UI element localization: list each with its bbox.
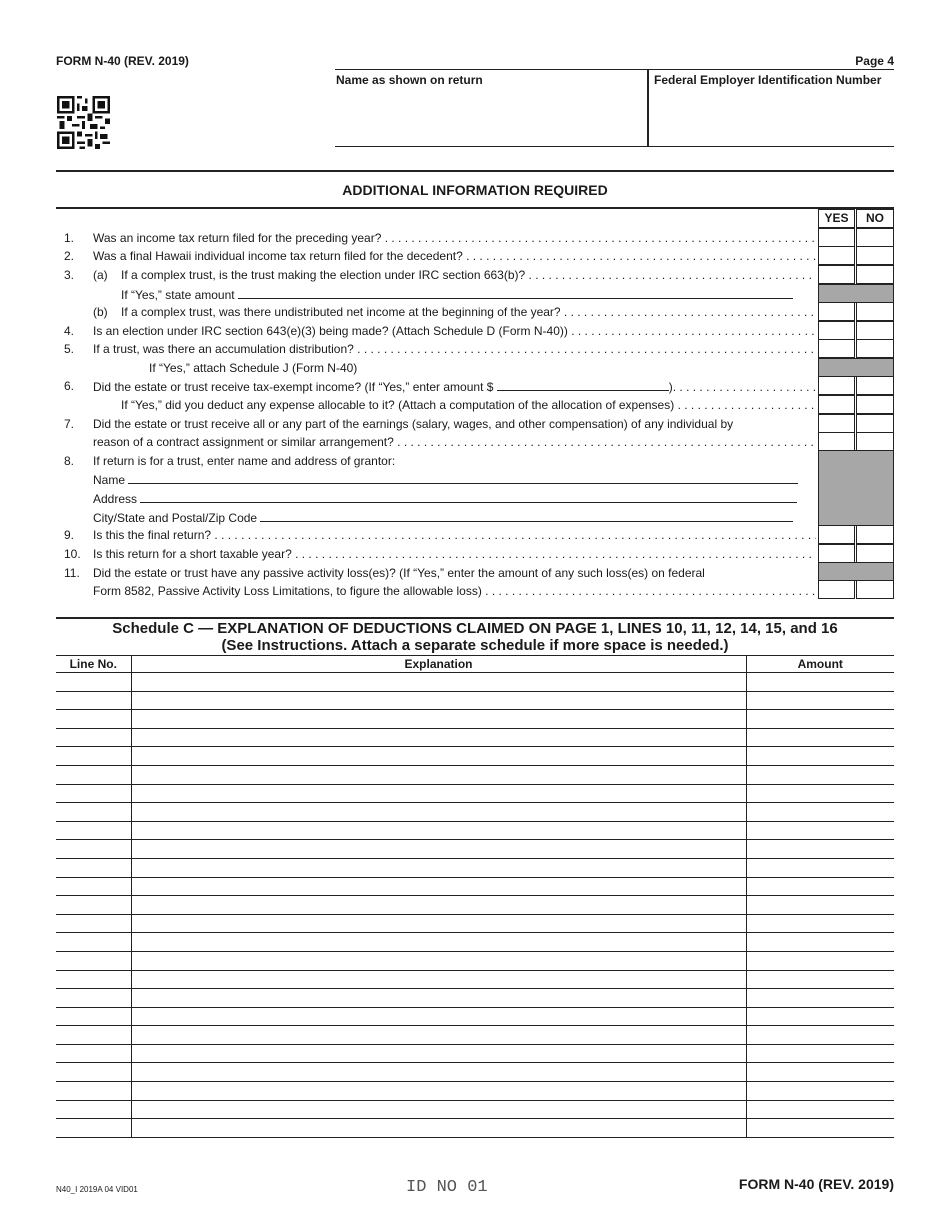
question-row <box>56 545 816 564</box>
yes-checkbox[interactable] <box>818 339 855 358</box>
yes-checkbox[interactable] <box>818 580 855 599</box>
question-text: (b) If a complex trust, was there undistributed net income at the beginning of the year? . . . <box>93 303 816 322</box>
form-id-header: FORM N-40 (REV. 2019) <box>56 54 189 68</box>
no-checkbox[interactable] <box>856 525 894 544</box>
question-text: If “Yes,” state amount <box>121 285 816 304</box>
grantor-city-field[interactable] <box>260 508 793 522</box>
amount-cell[interactable] <box>746 933 894 952</box>
amount-cell[interactable] <box>746 951 894 970</box>
yes-header: YES <box>818 209 855 228</box>
table-row <box>56 728 894 747</box>
footer-code: N40_I 2019A 04 VID01 <box>56 1185 138 1194</box>
explanation-cell[interactable] <box>131 691 746 710</box>
amount-cell[interactable] <box>746 1007 894 1026</box>
yes-checkbox[interactable] <box>818 246 855 265</box>
no-checkbox[interactable] <box>856 228 894 247</box>
question-row <box>56 508 816 527</box>
yes-checkbox[interactable] <box>818 525 855 544</box>
amount-cell[interactable] <box>746 784 894 803</box>
explanation-cell[interactable] <box>131 710 746 729</box>
shaded-cell <box>818 284 894 303</box>
question-number: 6. <box>64 379 75 393</box>
table-row <box>56 691 894 710</box>
amount-cell[interactable] <box>746 673 894 692</box>
question-number: 3. <box>64 268 75 282</box>
shaded-cell <box>818 450 894 526</box>
line-no-cell[interactable] <box>56 914 131 933</box>
question-row <box>56 285 816 304</box>
amount-cell[interactable] <box>746 989 894 1008</box>
question-text: Is this the final return? . . . <box>93 526 816 545</box>
explanation-cell[interactable] <box>131 747 746 766</box>
explanation-cell[interactable] <box>131 673 746 692</box>
line-no-cell[interactable] <box>56 784 131 803</box>
table-row <box>56 914 894 933</box>
name-fein-box <box>335 69 894 147</box>
amount-cell[interactable] <box>746 821 894 840</box>
table-row <box>56 673 894 692</box>
amount-cell[interactable] <box>746 840 894 859</box>
line-no-cell[interactable] <box>56 1100 131 1119</box>
col-amount: Amount <box>746 656 894 673</box>
table-row <box>56 821 894 840</box>
footer-form-id: FORM N-40 (REV. 2019) <box>738 1176 894 1192</box>
explanation-cell[interactable] <box>131 858 746 877</box>
no-checkbox[interactable] <box>856 265 894 284</box>
question-text: If return is for a trust, enter name and address of grantor: <box>93 454 396 468</box>
yes-checkbox[interactable] <box>818 395 855 414</box>
amount-cell[interactable] <box>746 1082 894 1101</box>
shaded-cell <box>818 562 894 581</box>
amount-cell[interactable] <box>746 728 894 747</box>
explanation-cell[interactable] <box>131 803 746 822</box>
table-row <box>56 951 894 970</box>
line-no-cell[interactable] <box>56 728 131 747</box>
table-row <box>56 1063 894 1082</box>
explanation-cell[interactable] <box>131 728 746 747</box>
explanation-cell[interactable] <box>131 914 746 933</box>
question-number: 1. <box>64 231 75 245</box>
line-no-cell[interactable] <box>56 858 131 877</box>
section-top-rule <box>56 170 894 172</box>
line-no-cell[interactable] <box>56 803 131 822</box>
question-row <box>56 582 816 601</box>
question-text: Was a final Hawaii individual income tax return filed for the decedent? . . . <box>93 247 816 266</box>
question-row <box>56 266 816 285</box>
explanation-cell[interactable] <box>131 840 746 859</box>
question-text: Is this return for a short taxable year? . . . <box>93 545 816 564</box>
line-no-cell[interactable] <box>56 877 131 896</box>
explanation-cell[interactable] <box>131 821 746 840</box>
table-row <box>56 858 894 877</box>
question-row <box>56 229 816 248</box>
line-no-cell[interactable] <box>56 1082 131 1101</box>
question-number: 9. <box>64 528 75 542</box>
explanation-cell[interactable] <box>131 877 746 896</box>
question-row <box>56 489 816 508</box>
yes-checkbox[interactable] <box>818 544 855 563</box>
question-text: If “Yes,” did you deduct any expense allocable to it? (Attach a computation of the allocation of expenses) . . . <box>121 396 816 415</box>
question-text: Address <box>93 489 816 508</box>
amount-cell[interactable] <box>746 765 894 784</box>
amount-cell[interactable] <box>746 710 894 729</box>
name-label: Name as shown on return <box>336 73 483 87</box>
no-checkbox[interactable] <box>856 321 894 340</box>
question-row <box>56 452 816 471</box>
question-text: Did the estate or trust receive tax-exempt income? (If “Yes,” enter amount $ ). . . . <box>93 377 816 396</box>
footer-id: ID NO 01 <box>406 1178 488 1197</box>
no-checkbox[interactable] <box>856 580 894 599</box>
line-no-cell[interactable] <box>56 970 131 989</box>
grantor-name-field[interactable] <box>128 470 798 484</box>
line-no-cell[interactable] <box>56 765 131 784</box>
line-no-cell[interactable] <box>56 1007 131 1026</box>
question-row <box>56 526 816 545</box>
no-checkbox[interactable] <box>856 395 894 414</box>
question-row <box>56 340 816 359</box>
table-row <box>56 710 894 729</box>
question-row <box>56 377 816 396</box>
explanation-cell[interactable] <box>131 1044 746 1063</box>
tax-exempt-amount-field[interactable] <box>497 377 669 391</box>
table-row <box>56 747 894 766</box>
amount-cell[interactable] <box>746 970 894 989</box>
table-row <box>56 970 894 989</box>
explanation-cell[interactable] <box>131 1026 746 1045</box>
amount-cell[interactable] <box>746 914 894 933</box>
explanation-cell[interactable] <box>131 765 746 784</box>
line-no-cell[interactable] <box>56 1119 131 1138</box>
amount-cell[interactable] <box>746 803 894 822</box>
amount-cell[interactable] <box>746 1026 894 1045</box>
state-amount-field[interactable] <box>238 285 793 299</box>
question-text: City/State and Postal/Zip Code <box>93 508 816 527</box>
table-row <box>56 1026 894 1045</box>
explanation-cell[interactable] <box>131 1063 746 1082</box>
question-text: Form 8582, Passive Activity Loss Limitations, to figure the allowable loss) . . . <box>93 582 816 601</box>
question-row <box>56 470 816 489</box>
no-checkbox[interactable] <box>856 339 894 358</box>
line-no-cell[interactable] <box>56 1063 131 1082</box>
question-number: 8. <box>64 454 75 468</box>
schedule-top-rule <box>56 617 894 619</box>
question-number: 5. <box>64 342 75 356</box>
question-row <box>56 303 816 322</box>
amount-cell[interactable] <box>746 877 894 896</box>
schedule-c-title-line2: (See Instructions. Attach a separate schedule if more space is needed.) <box>221 637 729 654</box>
col-line-no: Line No. <box>56 656 131 673</box>
table-row <box>56 840 894 859</box>
amount-cell[interactable] <box>746 1044 894 1063</box>
table-row <box>56 765 894 784</box>
line-no-cell[interactable] <box>56 1044 131 1063</box>
explanation-cell[interactable] <box>131 970 746 989</box>
question-text: (a) If a complex trust, is the trust making the election under IRC section 663(b)? . . . <box>93 266 816 285</box>
line-no-cell[interactable] <box>56 691 131 710</box>
line-no-cell[interactable] <box>56 840 131 859</box>
line-no-cell[interactable] <box>56 896 131 915</box>
question-text: Is an election under IRC section 643(e)(3) being made? (Attach Schedule D (Form N-40)) . . . <box>93 322 816 341</box>
no-checkbox[interactable] <box>856 376 894 395</box>
table-row <box>56 877 894 896</box>
question-text: Was an income tax return filed for the preceding year? . . . <box>93 229 816 248</box>
line-no-cell[interactable] <box>56 747 131 766</box>
question-row <box>56 564 816 583</box>
explanation-cell[interactable] <box>131 784 746 803</box>
question-row <box>56 415 816 434</box>
no-checkbox[interactable] <box>856 544 894 563</box>
explanation-cell[interactable] <box>131 896 746 915</box>
explanation-cell[interactable] <box>131 1119 746 1138</box>
table-row <box>56 933 894 952</box>
question-text: Name <box>93 470 816 489</box>
question-number: 11. <box>64 566 80 580</box>
line-no-cell[interactable] <box>56 951 131 970</box>
explanation-cell[interactable] <box>131 951 746 970</box>
amount-cell[interactable] <box>746 1063 894 1082</box>
section-bottom-rule <box>56 207 894 209</box>
question-text: Did the estate or trust have any passive activity loss(es)? (If “Yes,” enter the amount of any such loss(es) on federal <box>93 566 705 580</box>
question-row <box>56 322 816 341</box>
yes-checkbox[interactable] <box>818 321 855 340</box>
fein-label: Federal Employer Identification Number <box>654 73 882 87</box>
no-checkbox[interactable] <box>856 302 894 321</box>
table-row <box>56 784 894 803</box>
amount-cell[interactable] <box>746 747 894 766</box>
amount-cell[interactable] <box>746 1100 894 1119</box>
table-row <box>56 1119 894 1138</box>
question-row <box>56 359 816 378</box>
col-explanation: Explanation <box>131 656 746 673</box>
question-number: 7. <box>64 417 75 431</box>
no-checkbox[interactable] <box>856 246 894 265</box>
schedule-c-table <box>56 655 894 1138</box>
table-row <box>56 1007 894 1026</box>
question-text: reason of a contract assignment or similar arrangement? . . . <box>93 433 816 452</box>
yes-checkbox[interactable] <box>818 228 855 247</box>
table-row <box>56 1044 894 1063</box>
line-no-cell[interactable] <box>56 710 131 729</box>
question-row <box>56 396 816 415</box>
yes-checkbox[interactable] <box>818 376 855 395</box>
question-number: 4. <box>64 324 75 338</box>
table-row <box>56 1082 894 1101</box>
no-checkbox[interactable] <box>856 432 894 451</box>
question-number: 2. <box>64 249 75 263</box>
grantor-address-field[interactable] <box>140 489 797 503</box>
explanation-cell[interactable] <box>131 989 746 1008</box>
box-divider <box>647 70 649 146</box>
line-no-cell[interactable] <box>56 989 131 1008</box>
explanation-cell[interactable] <box>131 1100 746 1119</box>
explanation-cell[interactable] <box>131 1082 746 1101</box>
no-header: NO <box>856 209 894 228</box>
line-no-cell[interactable] <box>56 1026 131 1045</box>
qr-code <box>57 96 110 149</box>
explanation-cell[interactable] <box>131 933 746 952</box>
line-no-cell[interactable] <box>56 821 131 840</box>
explanation-cell[interactable] <box>131 1007 746 1026</box>
table-row <box>56 989 894 1008</box>
schedule-c-title <box>56 620 894 654</box>
question-row <box>56 433 816 452</box>
line-no-cell[interactable] <box>56 673 131 692</box>
amount-cell[interactable] <box>746 896 894 915</box>
schedule-c-title-line1: Schedule C — EXPLANATION OF DEDUCTIONS CLAIMED ON PAGE 1, LINES 10, 11, 12, 14, 15, and 16 <box>112 620 838 637</box>
question-text: If “Yes,” attach Schedule J (Form N-40) <box>149 361 358 375</box>
section-title: ADDITIONAL INFORMATION REQUIRED <box>342 182 608 198</box>
amount-cell[interactable] <box>746 858 894 877</box>
table-row <box>56 803 894 822</box>
table-row <box>56 1100 894 1119</box>
question-row <box>56 247 816 266</box>
page-number: Page 4 <box>855 54 894 68</box>
yes-checkbox[interactable] <box>818 432 855 451</box>
yes-checkbox[interactable] <box>818 265 855 284</box>
shaded-cell <box>818 358 894 377</box>
table-row <box>56 896 894 915</box>
question-text: Did the estate or trust receive all or any part of the earnings (salary, wages, and other compensation) of any individual by <box>93 417 734 431</box>
amount-cell[interactable] <box>746 1119 894 1138</box>
amount-cell[interactable] <box>746 691 894 710</box>
question-number: 10. <box>64 547 81 561</box>
line-no-cell[interactable] <box>56 933 131 952</box>
yes-checkbox[interactable] <box>818 302 855 321</box>
question-text: If a trust, was there an accumulation distribution? . . . <box>93 340 816 359</box>
